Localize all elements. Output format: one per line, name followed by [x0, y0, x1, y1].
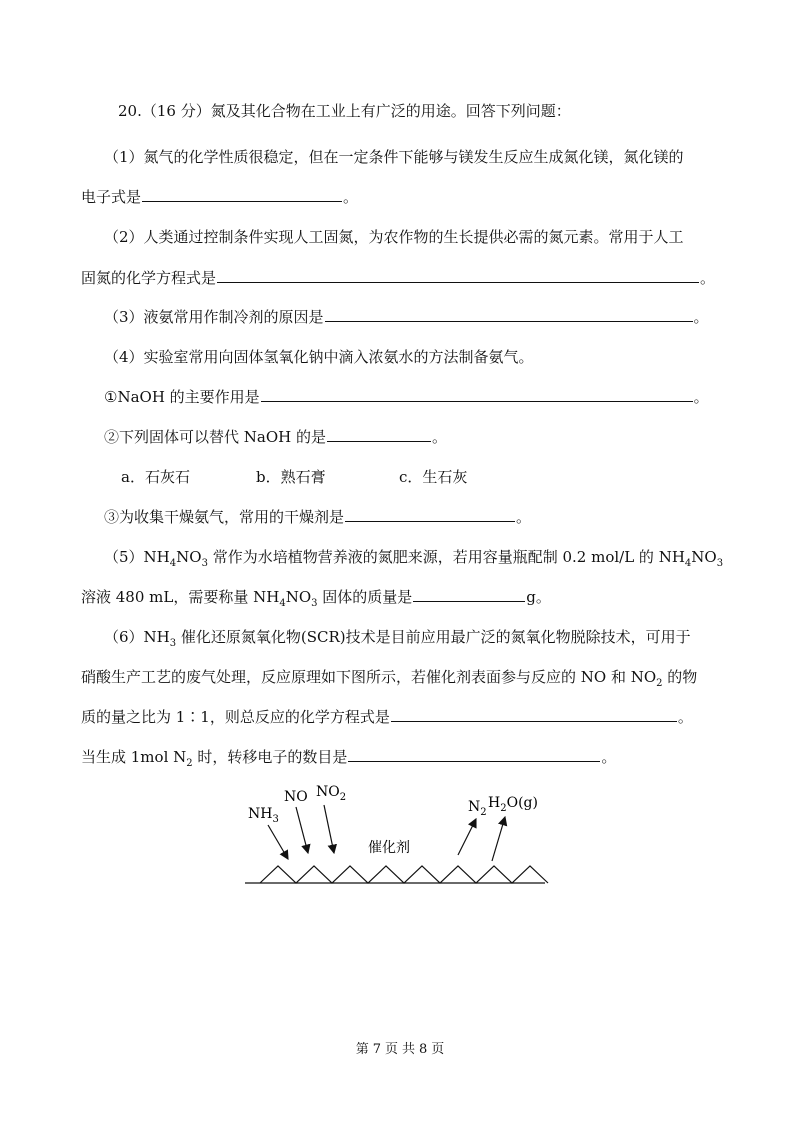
part6-electrons-blank[interactable] — [348, 760, 600, 762]
part4-q3-answer-blank[interactable] — [345, 520, 515, 522]
part3-answer-blank[interactable] — [325, 320, 693, 322]
part3-prompt: （3）液氨常用作制冷剂的原因是 — [104, 308, 324, 326]
part6-prompt2: 时，转移电子的数目是 — [192, 748, 348, 766]
question-points: （16 分） — [141, 102, 211, 120]
catalyst-surface — [260, 866, 548, 883]
part6-line3 — [81, 706, 800, 727]
part2-end: 。 — [700, 269, 716, 287]
part6-t3: 硝酸生产工艺的废气处理，反应原理如下图所示，若催化剂表面参与反应的 NO 和 NO — [81, 668, 657, 686]
part4-q2-end: 。 — [431, 428, 447, 446]
part6-t4: 的物 — [662, 668, 698, 686]
scr-catalyst-diagram — [230, 775, 560, 895]
part5-t2: NO — [176, 548, 202, 566]
arrow-h2o-out — [492, 817, 505, 861]
part5-s3: 4 — [684, 558, 692, 569]
part4-intro: （4）实验室常用向固体氢氧化钠中滴入浓氨水的方法制备氨气。 — [104, 348, 534, 366]
part2-prompt: 固氮的化学方程式是 — [81, 269, 217, 287]
part6-s2: 2 — [656, 678, 663, 689]
part1-line2 — [81, 186, 800, 207]
part5-unit: g。 — [526, 588, 551, 606]
part6-t2: 催化还原氮氧化物(SCR)技术是目前应用最广泛的氮氧化物脱除技术，可用于 — [176, 628, 691, 646]
part1-prompt: 电子式是 — [81, 188, 142, 206]
part5-s4: 3 — [716, 558, 724, 569]
part5-line2 — [81, 586, 800, 609]
part6-t1: （6）NH — [104, 628, 170, 646]
arrow-nh3-in — [268, 825, 288, 859]
part4-q1-answer-blank[interactable] — [261, 400, 693, 402]
label-no: NO — [284, 789, 308, 805]
part1-end: 。 — [343, 188, 359, 206]
part6-line2 — [81, 666, 800, 689]
question-intro: 氮及其化合物在工业上有广泛的用途。回答下列问题： — [210, 102, 571, 120]
part6-t5: 当生成 1mol N — [81, 748, 187, 766]
footer-total-pages: 8 — [419, 1042, 428, 1057]
part6-line1 — [104, 626, 800, 649]
part4-q2-prompt: ②下列固体可以替代 NaOH 的是 — [104, 428, 326, 446]
part4-q3-end: 。 — [516, 508, 532, 526]
part4-q3-prompt: ③为收集干燥氨气，常用的干燥剂是 — [104, 508, 345, 526]
label-n2: $N_2$ — [468, 799, 487, 818]
part2-line2 — [81, 267, 800, 288]
part4-options — [121, 466, 800, 487]
part4-q3 — [104, 506, 800, 527]
label-nh3: $NH_3$ — [248, 806, 279, 825]
part1-answer-blank[interactable] — [142, 200, 342, 202]
part4-q1 — [104, 386, 800, 407]
question-number: 20. — [118, 102, 142, 120]
footer-d: 页 — [431, 1042, 445, 1057]
part6-prompt1: 质的量之比为 1∶1，则总反应的化学方程式是 — [81, 708, 390, 726]
option-c: c．生石灰 — [399, 468, 468, 486]
page-footer — [0, 1038, 800, 1057]
part6-end1: 。 — [677, 708, 693, 726]
arrow-no-in — [296, 807, 308, 853]
part3-line — [104, 306, 800, 327]
option-b: b．熟石膏 — [256, 468, 326, 486]
part5-t1: （5）NH — [104, 548, 170, 566]
footer-a: 第 — [355, 1042, 369, 1057]
part1-line1: （1）氮气的化学性质很稳定，但在一定条件下能够与镁发生反应生成氮化镁，氮化镁的 — [104, 148, 684, 166]
part4-q2-answer-blank[interactable] — [327, 440, 431, 442]
part3-end: 。 — [693, 308, 709, 326]
arrow-n2-out — [458, 819, 476, 855]
part6-line4 — [81, 746, 800, 769]
arrow-no2-in — [324, 805, 334, 853]
label-h2o: $H_2O(g)$ — [488, 795, 538, 814]
part2-answer-blank[interactable] — [217, 281, 699, 283]
label-catalyst: 催化剂 — [368, 840, 410, 856]
part5-t7: 固体的质量是 — [317, 588, 413, 606]
part5-s5: 4 — [279, 598, 286, 609]
part5-answer-blank[interactable] — [413, 600, 525, 602]
part5-s2: 3 — [201, 558, 208, 569]
part5-line1 — [104, 546, 800, 569]
label-no2: $NO_2$ — [316, 784, 347, 803]
part4-q1-end: 。 — [693, 388, 709, 406]
part2-line1: （2）人类通过控制条件实现人工固氮，为农作物的生长提供必需的氮元素。常用于人工 — [104, 228, 684, 246]
part4-q1-prompt: ①NaOH 的主要作用是 — [104, 388, 260, 406]
part6-s1: 3 — [169, 638, 177, 649]
part5-t3: 常作为水培植物营养液的氮肥来源，若用容量瓶配制 0.2 mol/L 的 NH — [207, 548, 685, 566]
part5-t4: NO — [691, 548, 717, 566]
footer-b: 页 — [384, 1042, 398, 1057]
footer-page-number: 7 — [372, 1042, 381, 1057]
part5-s1: 4 — [169, 558, 177, 569]
question-header — [118, 100, 800, 121]
part4-q2 — [104, 426, 800, 447]
part6-end2: 。 — [601, 748, 617, 766]
part5-t6: NO — [285, 588, 312, 606]
part5-s6: 3 — [311, 598, 318, 609]
part6-equation-blank[interactable] — [391, 720, 677, 722]
option-a: a．石灰石 — [121, 468, 190, 486]
part6-s3: 2 — [186, 758, 193, 769]
footer-c: 共 — [402, 1042, 416, 1057]
part5-t5: 溶液 480 mL，需要称量 NH — [81, 588, 280, 606]
